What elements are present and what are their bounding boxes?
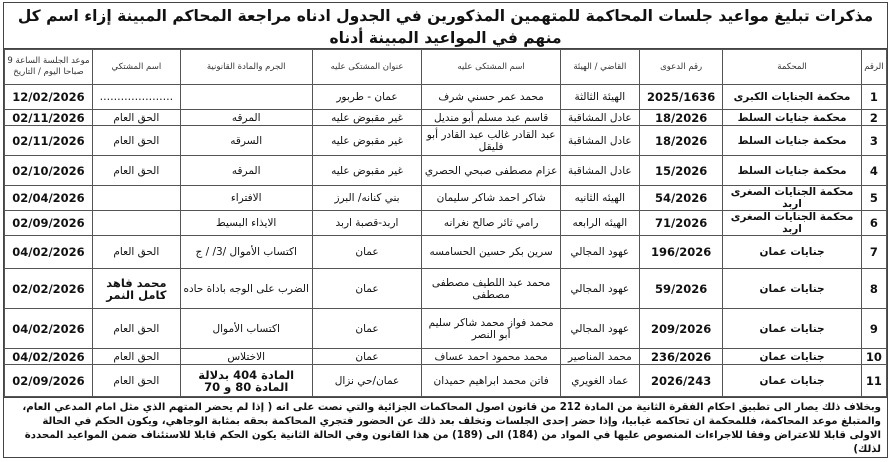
cell-complainant: محمد فاهد كامل النمر	[92, 269, 180, 309]
hearings-table	[4, 49, 887, 397]
cell-address: اربد-قصبة اربد	[312, 211, 422, 236]
cell-court: محكمة الجنايات الصغرى اربد	[723, 186, 861, 211]
cell-judge: الهيئة الثالثة	[560, 85, 639, 110]
cell-judge: الهيئه الرابعه	[560, 211, 639, 236]
cell-court: جنايات عمان	[723, 349, 861, 365]
table-row	[5, 85, 887, 110]
header-judge: القاضي / الهيئة	[560, 50, 639, 85]
header-court: المحكمة	[723, 50, 861, 85]
cell-address: غير مقبوض عليه	[312, 156, 422, 186]
cell-crime: المرقه	[180, 110, 312, 126]
cell-date: 02/09/2026	[5, 211, 93, 236]
header-date: موعد الجلسة الساعة 9 صباحا اليوم / التاريخ	[5, 50, 93, 85]
cell-crime: المادة 404 بدلالة المادة 80 و 70	[180, 365, 312, 397]
cell-num: 11	[861, 365, 886, 397]
cell-crime: الافتراء	[180, 186, 312, 211]
table-row	[5, 110, 887, 126]
cell-judge: عادل المشاقبة	[560, 156, 639, 186]
cell-case-no: 196/2026	[639, 236, 722, 269]
table-header-row	[5, 50, 887, 85]
cell-num: 4	[861, 156, 886, 186]
table-row	[5, 269, 887, 309]
cell-judge: عادل المشاقبة	[560, 110, 639, 126]
cell-complainant: الحق العام	[92, 365, 180, 397]
cell-num: 2	[861, 110, 886, 126]
cell-address: عمان/حي نزال	[312, 365, 422, 397]
cell-court: جنايات عمان	[723, 309, 861, 349]
header-complainant: اسم المشتكي	[92, 50, 180, 85]
cell-court: جنايات عمان	[723, 269, 861, 309]
cell-complainant: الحق العام	[92, 110, 180, 126]
cell-date: 04/02/2026	[5, 236, 93, 269]
cell-case-no: 54/2026	[639, 186, 722, 211]
table-row	[5, 365, 887, 397]
cell-address: عمان	[312, 236, 422, 269]
cell-complainant	[92, 186, 180, 211]
cell-crime: الضرب على الوجه باداة حاده	[180, 269, 312, 309]
cell-defendant: سرين بكر حسين الحسامسه	[422, 236, 560, 269]
cell-address: عمان - طربور	[312, 85, 422, 110]
cell-crime: اكتساب الأموال	[180, 309, 312, 349]
cell-case-no: 2026/243	[639, 365, 722, 397]
cell-date: 02/02/2026	[5, 269, 93, 309]
cell-num: 9	[861, 309, 886, 349]
cell-judge: عماد الغويري	[560, 365, 639, 397]
cell-defendant: محمد محمود احمد عساف	[422, 349, 560, 365]
cell-num: 7	[861, 236, 886, 269]
cell-case-no: 18/2026	[639, 110, 722, 126]
cell-num: 1	[861, 85, 886, 110]
cell-judge: عهود المجالي	[560, 309, 639, 349]
cell-defendant: عبد القادر غالب عبد القادر أبو فليقل	[422, 126, 560, 156]
cell-date: 04/02/2026	[5, 309, 93, 349]
cell-defendant: عزام مصطفى صبحي الحصري	[422, 156, 560, 186]
cell-defendant: محمد عبد اللطيف مصطفى مصطفى	[422, 269, 560, 309]
cell-defendant: رامي ثائر صالح نغرانه	[422, 211, 560, 236]
cell-crime: الايذاء البسيط	[180, 211, 312, 236]
cell-defendant: شاكر احمد شاكر سليمان	[422, 186, 560, 211]
cell-crime: السرقه	[180, 126, 312, 156]
cell-court: محكمة الجنايات الكبرى	[723, 85, 861, 110]
header-address: عنوان المشتكى عليه	[312, 50, 422, 85]
cell-crime	[180, 85, 312, 110]
notice-title: مذكرات تبليغ مواعيد جلسات المحاكمة للمتهمين المذكورين في الجدول ادناه مراجعة المحاكم المبينة إزاء اسم كل منهم في المواعيد المبينة أدناه	[4, 3, 887, 49]
cell-date: 02/11/2026	[5, 110, 93, 126]
table-row	[5, 349, 887, 365]
cell-num: 6	[861, 211, 886, 236]
cell-address: عمان	[312, 269, 422, 309]
cell-case-no: 59/2026	[639, 269, 722, 309]
cell-complainant: الحق العام	[92, 349, 180, 365]
table-row	[5, 211, 887, 236]
cell-court: جنايات عمان	[723, 236, 861, 269]
header-defendant: اسم المشتكى عليه	[422, 50, 560, 85]
header-num: الرقم	[861, 50, 886, 85]
table-row	[5, 126, 887, 156]
cell-date: 02/11/2026	[5, 126, 93, 156]
cell-date: 04/02/2026	[5, 349, 93, 365]
cell-judge: عهود المجالي	[560, 269, 639, 309]
cell-date: 02/04/2026	[5, 186, 93, 211]
table-row	[5, 186, 887, 211]
cell-crime: اكتساب الأموال /3/ / ج	[180, 236, 312, 269]
cell-case-no: 236/2026	[639, 349, 722, 365]
cell-num: 3	[861, 126, 886, 156]
cell-address: غير مقبوض عليه	[312, 126, 422, 156]
cell-num: 10	[861, 349, 886, 365]
cell-case-no: 18/2026	[639, 126, 722, 156]
cell-judge: عهود المجالي	[560, 236, 639, 269]
cell-case-no: 209/2026	[639, 309, 722, 349]
cell-defendant: قاسم عبد مسلم أبو منديل	[422, 110, 560, 126]
cell-complainant: الحق العام	[92, 126, 180, 156]
notice-page	[3, 2, 888, 458]
cell-court: محكمة جنايات السلط	[723, 156, 861, 186]
cell-date: 02/10/2026	[5, 156, 93, 186]
cell-court: محكمة الجنايات الصغرى اربد	[723, 211, 861, 236]
table-row	[5, 156, 887, 186]
cell-court: جنايات عمان	[723, 365, 861, 397]
cell-address: عمان	[312, 309, 422, 349]
cell-judge: محمد المناصير	[560, 349, 639, 365]
cell-defendant: محمد عمر حسني شرف	[422, 85, 560, 110]
cell-complainant: الحق العام	[92, 309, 180, 349]
header-case-no: رقم الدعوى	[639, 50, 722, 85]
cell-address: بني كنانه/ البرز	[312, 186, 422, 211]
cell-num: 8	[861, 269, 886, 309]
legal-footer-text: وبخلاف ذلك يصار الى تطبيق احكام الفقرة الثانية من المادة 212 من قانون اصول المحاكمات الجزائية والتي نصت على انه ( إذا لم يحضر المتهم الذي مثل امام المدعي العام، والمتبلغ موعد المحاكمة، فللمحكمة ان تحاكمه غيابيا، وإذا حضر إحدى الجلسات وتخلف بعد ذلك عن الحضور فتجري المحاكمة بحقه بمثابة الوجاهي، ويكون الحكم في الحالة الاولى قابلا للاعتراض وفقا للاجراءات المنصوص عليها في المواد من (184) الى (189) من هذا القانون وفي الحالة الثانية يكون الحكم قابلا للاستئناف ضمن المواعيد المحددة لذلك)	[4, 397, 887, 457]
cell-date: 02/09/2026	[5, 365, 93, 397]
cell-complainant: الحق العام	[92, 236, 180, 269]
cell-judge: الهيئه الثانيه	[560, 186, 639, 211]
cell-complainant: الحق العام	[92, 156, 180, 186]
cell-num: 5	[861, 186, 886, 211]
cell-defendant: محمد فواز محمد شاكر سليم أبو النصر	[422, 309, 560, 349]
header-crime: الجرم والمادة القانونية	[180, 50, 312, 85]
cell-crime: الاختلاس	[180, 349, 312, 365]
table-row	[5, 309, 887, 349]
cell-court: محكمة جنايات السلط	[723, 126, 861, 156]
cell-judge: عادل المشاقبة	[560, 126, 639, 156]
table-row	[5, 236, 887, 269]
cell-complainant	[92, 211, 180, 236]
cell-case-no: 71/2026	[639, 211, 722, 236]
cell-address: غير مقبوض عليه	[312, 110, 422, 126]
cell-crime: المرقه	[180, 156, 312, 186]
cell-date: 12/02/2026	[5, 85, 93, 110]
cell-complainant: …………………	[92, 85, 180, 110]
cell-court: محكمة جنايات السلط	[723, 110, 861, 126]
cell-defendant: فاتن محمد ابراهيم حميدان	[422, 365, 560, 397]
cell-address: عمان	[312, 349, 422, 365]
cell-case-no: 15/2026	[639, 156, 722, 186]
cell-case-no: 2025/1636	[639, 85, 722, 110]
